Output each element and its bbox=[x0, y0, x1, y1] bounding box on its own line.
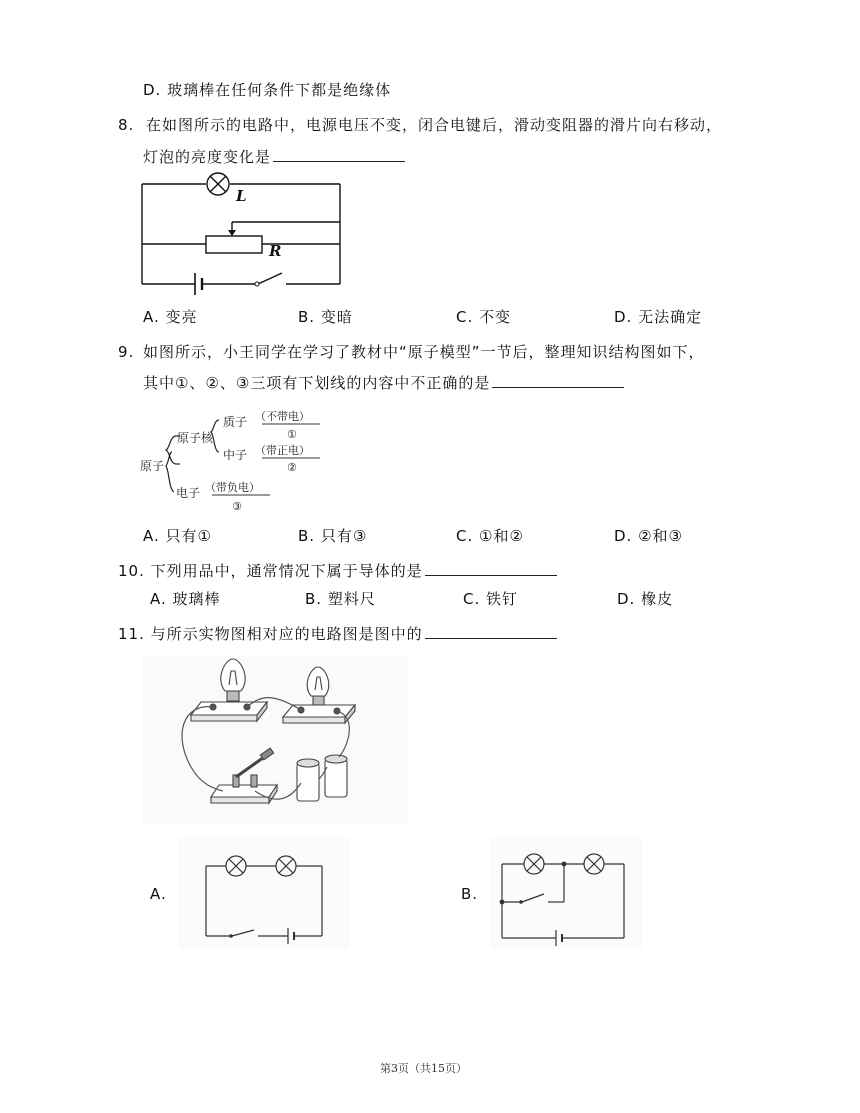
q10-answer-blank[interactable] bbox=[425, 559, 557, 576]
q9-option-a[interactable]: A. 只有① bbox=[143, 527, 212, 545]
q8-stem-line1: 在如图所示的电路中，电源电压不变，闭合电键后，滑动变阻器的滑片向右移动， bbox=[146, 116, 723, 134]
q9-stem-line2 bbox=[143, 371, 624, 393]
q10-number: 10. bbox=[118, 562, 145, 580]
q9-electron-label: 电子 bbox=[176, 486, 201, 500]
q8-option-b[interactable]: B. 变暗 bbox=[298, 308, 353, 326]
q9-mark-1: ① bbox=[287, 428, 297, 441]
q9-proton-label: 质子 bbox=[223, 415, 248, 429]
q10-option-a[interactable]: A. 玻璃棒 bbox=[150, 590, 221, 608]
q11-stem bbox=[118, 622, 557, 644]
q9-stem-line1: 如图所示，小王同学在学习了教材中“原子模型”一节后，整理知识结构图如下， bbox=[143, 343, 705, 361]
q11-option-b-label[interactable]: B. bbox=[461, 885, 479, 903]
q9-number: 9. bbox=[118, 343, 135, 361]
q9-atom-structure-diagram bbox=[138, 404, 338, 516]
q10-stem bbox=[118, 559, 557, 581]
q9-neutron-charge: （带正电） bbox=[255, 444, 310, 457]
q8-option-a[interactable]: A. 变亮 bbox=[143, 308, 198, 326]
q11-physical-circuit-image bbox=[143, 655, 408, 825]
q9-option-b[interactable]: B. 只有③ bbox=[298, 527, 368, 545]
q10-stem-text: 下列用品中，通常情况下属于导体的是 bbox=[150, 562, 423, 580]
q9-option-d[interactable]: D. ②和③ bbox=[614, 527, 683, 545]
q11-option-b-circuit[interactable] bbox=[490, 838, 642, 950]
q11-option-a-circuit[interactable] bbox=[178, 838, 350, 950]
q8-option-c[interactable]: C. 不变 bbox=[456, 308, 512, 326]
q8-stem-line2 bbox=[143, 145, 405, 167]
q11-stem-text: 与所示实物图相对应的电路图是图中的 bbox=[150, 625, 423, 643]
q8-rheostat-label: R bbox=[269, 242, 282, 260]
q8-option-d[interactable]: D. 无法确定 bbox=[614, 308, 703, 326]
q10-option-b[interactable]: B. 塑料尺 bbox=[305, 590, 376, 608]
q9-answer-blank[interactable] bbox=[492, 371, 624, 388]
q8-circuit-diagram bbox=[138, 172, 348, 298]
q10-option-c[interactable]: C. 铁钉 bbox=[463, 590, 519, 608]
q8-number: 8. bbox=[118, 116, 135, 134]
page-footer: 第3页（共15页） bbox=[380, 1062, 467, 1075]
q9-neutron-label: 中子 bbox=[223, 448, 248, 462]
q11-option-a-label[interactable]: A. bbox=[150, 885, 167, 903]
q10-option-d[interactable]: D. 橡皮 bbox=[617, 590, 674, 608]
q9-electron-charge: （带负电） bbox=[205, 481, 260, 494]
q8-lamp-label: L bbox=[236, 187, 247, 205]
q9-proton-charge: （不带电） bbox=[255, 410, 310, 423]
q11-answer-blank[interactable] bbox=[425, 622, 557, 639]
q7-option-d: D. 玻璃棒在任何条件下都是绝缘体 bbox=[143, 81, 392, 99]
q9-mark-3: ③ bbox=[232, 500, 242, 513]
q9-mark-2: ② bbox=[287, 461, 297, 474]
q9-stem-text: 其中①、②、③三项有下划线的内容中不正确的是 bbox=[143, 374, 491, 392]
q9-atom-label: 原子 bbox=[140, 459, 165, 473]
q9-option-c[interactable]: C. ①和② bbox=[456, 527, 524, 545]
q8-stem-text: 灯泡的亮度变化是 bbox=[143, 148, 272, 166]
q8-answer-blank[interactable] bbox=[273, 145, 405, 162]
q11-number: 11. bbox=[118, 625, 145, 643]
q9-nucleus-label: 原子核 bbox=[177, 431, 214, 445]
